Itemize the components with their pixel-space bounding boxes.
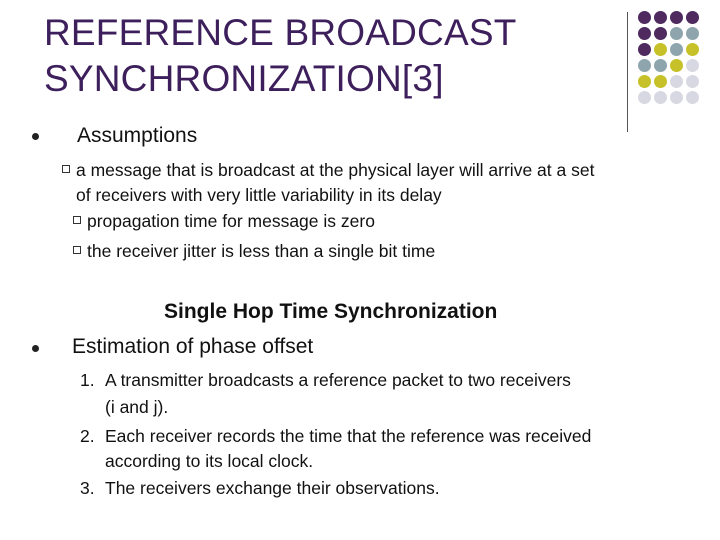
- decorative-dot: [670, 11, 683, 24]
- slide-title-line-2: SYNCHRONIZATION[3]: [44, 58, 444, 99]
- decorative-dot: [638, 11, 651, 24]
- decorative-dot: [670, 91, 683, 104]
- decorative-dot-grid: [638, 11, 720, 107]
- assumption-item-2-text: propagation time for message is zero: [87, 211, 375, 231]
- assumption-item-1-continued: of receivers with very little variability in its delay: [76, 185, 442, 205]
- decorative-dot: [686, 75, 699, 88]
- step-1-text: A transmitter broadcasts a reference packet to two receivers: [105, 370, 571, 390]
- decorative-dot: [654, 75, 667, 88]
- decorative-dot: [654, 91, 667, 104]
- decorative-dot: [654, 43, 667, 56]
- assumption-item-3: [73, 241, 435, 262]
- decorative-dot: [638, 27, 651, 40]
- step-2-text-continued: according to its local clock.: [105, 451, 314, 471]
- step-3-number: 3.: [80, 478, 95, 498]
- decorative-dot: [686, 11, 699, 24]
- step-3-text: The receivers exchange their observations.: [105, 478, 440, 498]
- decorative-dot: [686, 43, 699, 56]
- decorative-dot: [638, 59, 651, 72]
- step-1-number: 1.: [80, 370, 95, 390]
- decorative-dot: [670, 59, 683, 72]
- decorative-dot: [638, 91, 651, 104]
- decorative-dot: [686, 91, 699, 104]
- decorative-dot: [670, 43, 683, 56]
- step-1-text-continued: (i and j).: [105, 397, 169, 417]
- step-2-number: 2.: [80, 426, 95, 446]
- assumption-item-1-text: a message that is broadcast at the physical layer will arrive at a set: [76, 160, 595, 180]
- decorative-dot: [686, 27, 699, 40]
- decorative-dot: [638, 43, 651, 56]
- assumption-item-3-text: the receiver jitter is less than a single bit time: [87, 241, 436, 261]
- single-hop-subtitle: Single Hop Time Synchronization: [164, 300, 498, 323]
- assumption-item-2: [73, 211, 375, 232]
- decorative-dot: [670, 27, 683, 40]
- decorative-dot: [654, 11, 667, 24]
- square-bullet-icon: [73, 246, 81, 254]
- decorative-dot: [654, 59, 667, 72]
- decorative-dot: [654, 27, 667, 40]
- decorative-dot: [670, 75, 683, 88]
- bullet-estimation-icon: [32, 345, 39, 352]
- estimation-heading: Estimation of phase offset: [72, 335, 314, 358]
- assumption-item-1: [62, 160, 594, 181]
- decorative-dot: [638, 75, 651, 88]
- slide-title: [44, 10, 604, 102]
- title-divider-line: [627, 12, 628, 132]
- square-bullet-icon: [62, 165, 70, 173]
- slide-title-line-1: REFERENCE BROADCAST: [44, 12, 517, 53]
- assumptions-heading: Assumptions: [77, 124, 198, 147]
- step-2-text: Each receiver records the time that the reference was received: [105, 426, 592, 446]
- decorative-dot: [686, 59, 699, 72]
- bullet-assumptions-icon: [32, 133, 39, 140]
- square-bullet-icon: [73, 216, 81, 224]
